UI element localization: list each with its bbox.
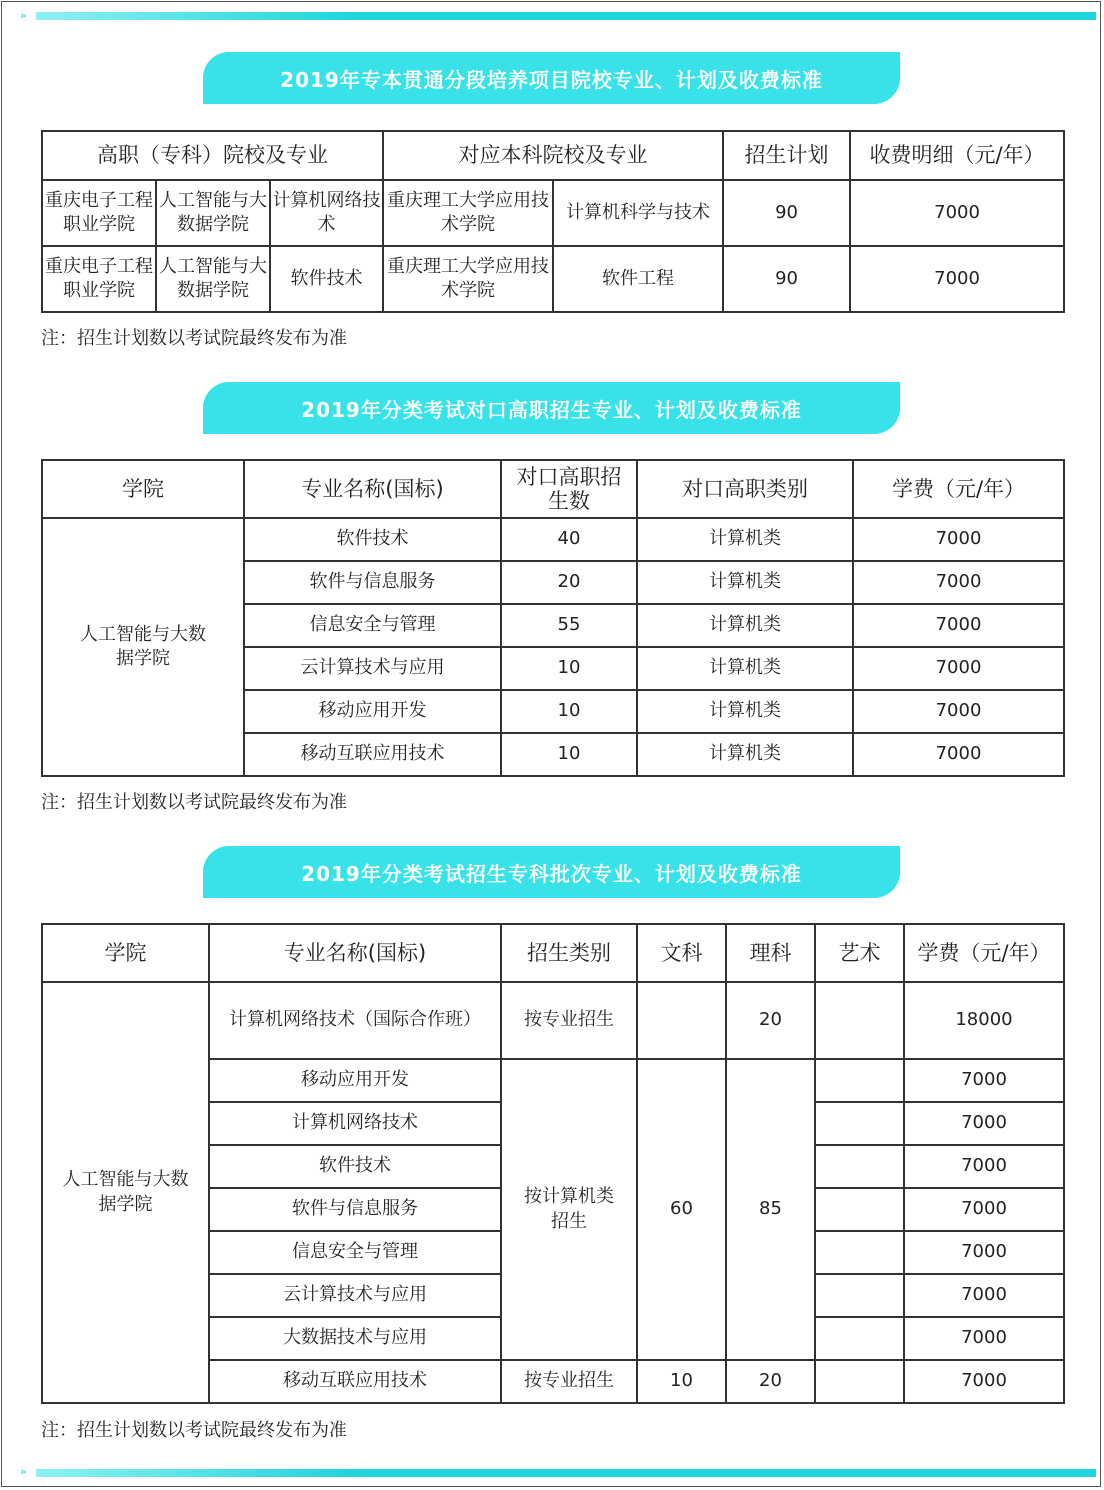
header-cell: 专业名称(国标)	[244, 460, 501, 518]
section1-note: 注：招生计划数以考试院最终发布为准	[41, 328, 347, 349]
section2-title-banner	[203, 382, 900, 434]
table-row	[42, 982, 1064, 1059]
table-row	[42, 246, 1064, 312]
fee-cell: 7000	[904, 1231, 1064, 1274]
plan-cell: 90	[723, 180, 850, 246]
section3-title-banner	[203, 846, 900, 898]
major-cell: 软件与信息服务	[244, 561, 501, 604]
header-cell: 招生类别	[501, 924, 637, 982]
fee-cell: 7000	[904, 1102, 1064, 1145]
major-cell: 计算机网络技术（国际合作班）	[209, 982, 501, 1059]
fee-cell: 7000	[904, 1188, 1064, 1231]
header-cell: 专业名称(国标)	[209, 924, 501, 982]
arts-cell	[637, 982, 726, 1059]
count-cell: 40	[501, 518, 637, 561]
header-cell: 艺术	[815, 924, 904, 982]
major-cell: 云计算技术与应用	[209, 1274, 501, 1317]
count-cell: 20	[501, 561, 637, 604]
header-cell: 收费明细（元/年）	[850, 131, 1064, 180]
arts-cell: 10	[637, 1360, 726, 1403]
fee-cell: 7000	[853, 690, 1064, 733]
chevron-icon: »	[20, 9, 25, 22]
type-cell: 计算机类	[637, 690, 853, 733]
college-cell: 人工智能与大数据学院	[42, 518, 244, 776]
section2-title: 2019年分类考试对口高职招生专业、计划及收费标准	[301, 397, 802, 422]
science-cell: 20	[726, 1360, 815, 1403]
major-cell: 大数据技术与应用	[209, 1317, 501, 1360]
art-cell	[815, 1059, 904, 1102]
fee-cell: 7000	[853, 604, 1064, 647]
art-cell	[815, 982, 904, 1059]
chevron-icon: »	[20, 1465, 25, 1478]
major-cell: 软件技术	[244, 518, 501, 561]
type-cell: 计算机类	[637, 518, 853, 561]
section3-table	[41, 923, 1065, 1404]
fee-cell: 18000	[904, 982, 1064, 1059]
arts-cell: 60	[637, 1059, 726, 1360]
fee-cell: 7000	[853, 733, 1064, 776]
header-cell: 理科	[726, 924, 815, 982]
table-row	[42, 518, 1064, 561]
university-cell: 重庆理工大学应用技术学院	[383, 180, 553, 246]
header-cell: 学费（元/年）	[904, 924, 1064, 982]
major-cell: 云计算技术与应用	[244, 647, 501, 690]
header-cell: 对口高职类别	[637, 460, 853, 518]
category-cell: 按计算机类招生	[501, 1059, 637, 1360]
school-cell: 人工智能与大数据学院	[156, 246, 270, 312]
section1-title: 2019年专本贯通分段培养项目院校专业、计划及收费标准	[280, 67, 823, 92]
fee-cell: 7000	[850, 246, 1064, 312]
university-cell: 重庆理工大学应用技术学院	[383, 246, 553, 312]
section1-title-banner	[203, 52, 900, 104]
college-cell: 重庆电子工程职业学院	[42, 180, 156, 246]
header-cell: 高职（专科）院校及专业	[42, 131, 383, 180]
category-cell: 按专业招生	[501, 982, 637, 1059]
fee-cell: 7000	[853, 518, 1064, 561]
major-cell: 软件技术	[270, 246, 383, 312]
fee-cell: 7000	[853, 647, 1064, 690]
type-cell: 计算机类	[637, 733, 853, 776]
major-cell: 移动互联应用技术	[244, 733, 501, 776]
header-cell: 学院	[42, 924, 209, 982]
type-cell: 计算机类	[637, 561, 853, 604]
science-cell: 85	[726, 1059, 815, 1360]
college-cell: 重庆电子工程职业学院	[42, 246, 156, 312]
type-cell: 计算机类	[637, 604, 853, 647]
section3-title: 2019年分类考试招生专科批次专业、计划及收费标准	[301, 861, 802, 886]
table-header-row	[42, 924, 1064, 982]
university-major-cell: 计算机科学与技术	[553, 180, 723, 246]
table-header-row	[42, 131, 1064, 180]
count-cell: 10	[501, 733, 637, 776]
art-cell	[815, 1102, 904, 1145]
section3-note: 注：招生计划数以考试院最终发布为准	[41, 1420, 347, 1441]
major-cell: 移动应用开发	[244, 690, 501, 733]
university-major-cell: 软件工程	[553, 246, 723, 312]
school-cell: 人工智能与大数据学院	[156, 180, 270, 246]
art-cell	[815, 1317, 904, 1360]
major-cell: 软件与信息服务	[209, 1188, 501, 1231]
top-accent-bar	[36, 12, 1096, 20]
art-cell	[815, 1145, 904, 1188]
college-cell: 人工智能与大数据学院	[42, 982, 209, 1403]
header-cell: 招生计划	[723, 131, 850, 180]
science-cell: 20	[726, 982, 815, 1059]
count-cell: 10	[501, 690, 637, 733]
major-cell: 移动应用开发	[209, 1059, 501, 1102]
header-cell: 文科	[637, 924, 726, 982]
fee-cell: 7000	[904, 1317, 1064, 1360]
category-cell: 按专业招生	[501, 1360, 637, 1403]
art-cell	[815, 1231, 904, 1274]
major-cell: 移动互联应用技术	[209, 1360, 501, 1403]
count-cell: 55	[501, 604, 637, 647]
type-cell: 计算机类	[637, 647, 853, 690]
art-cell	[815, 1360, 904, 1403]
fee-cell: 7000	[850, 180, 1064, 246]
fee-cell: 7000	[904, 1274, 1064, 1317]
art-cell	[815, 1274, 904, 1317]
art-cell	[815, 1188, 904, 1231]
bottom-accent-bar	[36, 1469, 1096, 1477]
fee-cell: 7000	[853, 561, 1064, 604]
header-cell: 学费（元/年）	[853, 460, 1064, 518]
major-cell: 信息安全与管理	[244, 604, 501, 647]
fee-cell: 7000	[904, 1145, 1064, 1188]
fee-cell: 7000	[904, 1360, 1064, 1403]
plan-cell: 90	[723, 246, 850, 312]
section2-table	[41, 459, 1065, 777]
table-header-row	[42, 460, 1064, 518]
count-cell: 10	[501, 647, 637, 690]
major-cell: 软件技术	[209, 1145, 501, 1188]
section1-table	[41, 130, 1065, 313]
major-cell: 信息安全与管理	[209, 1231, 501, 1274]
fee-cell: 7000	[904, 1059, 1064, 1102]
major-cell: 计算机网络技术	[270, 180, 383, 246]
header-cell: 对口高职招生数	[501, 460, 637, 518]
major-cell: 计算机网络技术	[209, 1102, 501, 1145]
section2-note: 注：招生计划数以考试院最终发布为准	[41, 792, 347, 813]
table-row	[42, 180, 1064, 246]
header-cell: 学院	[42, 460, 244, 518]
header-cell: 对应本科院校及专业	[383, 131, 723, 180]
